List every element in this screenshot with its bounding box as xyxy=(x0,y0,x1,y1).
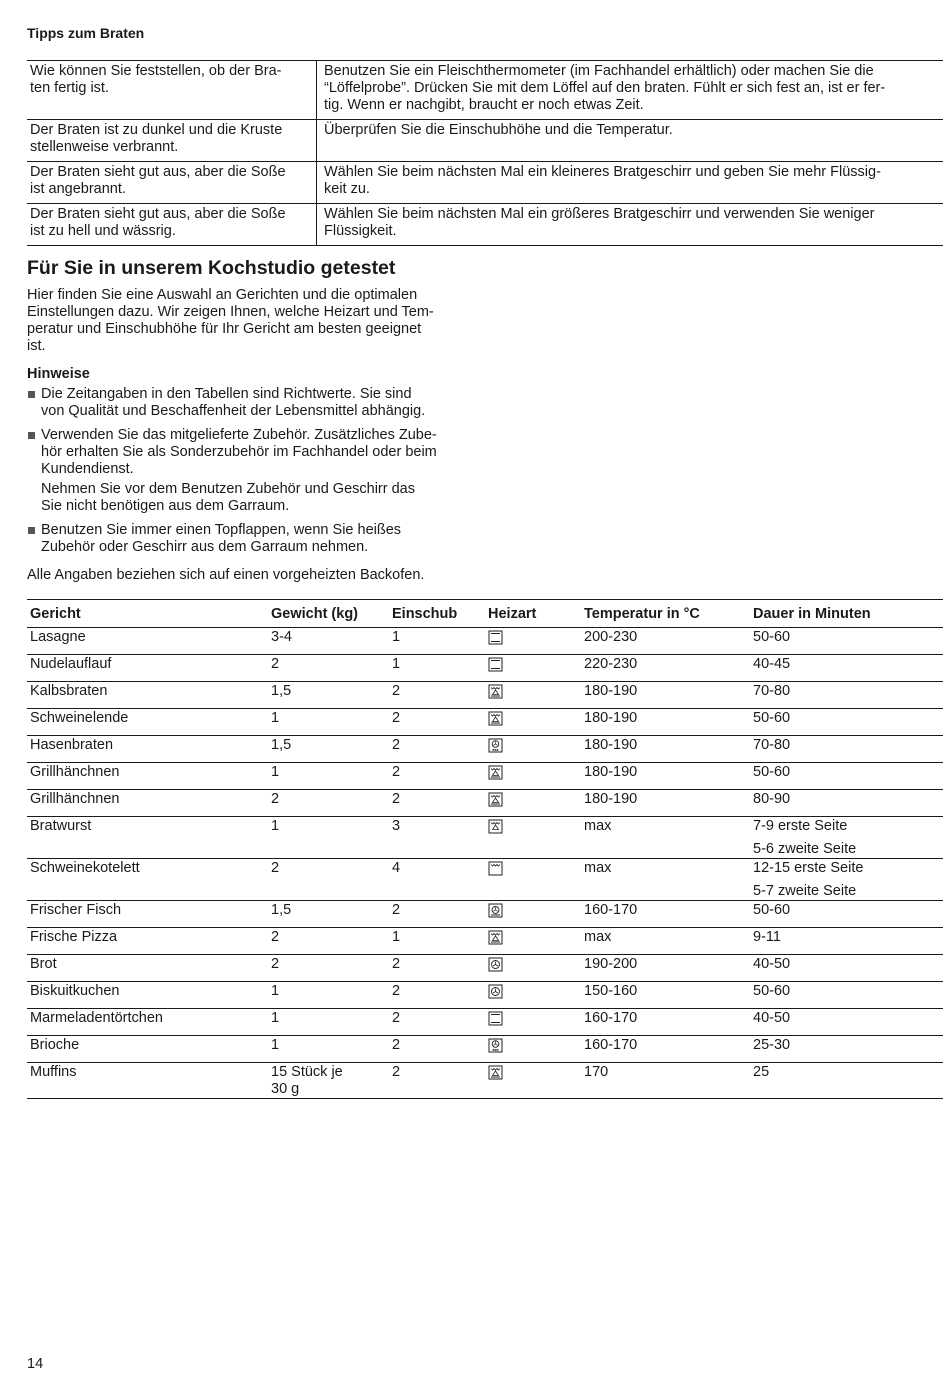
header-shelf: Einschub xyxy=(389,600,485,628)
cell-dish: Lasagne xyxy=(27,628,268,655)
cell-temperature: 160-170 xyxy=(581,1036,750,1063)
tips-answer: Überprüfen Sie die Einschubhöhe und die Temperatur. xyxy=(317,120,944,162)
circulated-air-grill-icon xyxy=(488,1065,503,1085)
cell-shelf: 2 xyxy=(389,901,485,928)
duration-line: 5-7 zweite Seite xyxy=(753,883,857,899)
cell-shelf: 2 xyxy=(389,763,485,790)
cell-duration xyxy=(750,655,943,682)
cell-shelf: 2 xyxy=(389,955,485,982)
hot-air-eco-icon xyxy=(488,1038,503,1058)
cell-duration xyxy=(750,736,943,763)
cell-dish: Biskuitkuchen xyxy=(27,982,268,1009)
cell-mode xyxy=(485,628,581,655)
cell-dish: Brot xyxy=(27,955,268,982)
table-row xyxy=(27,790,943,817)
duration-line: 70-80 xyxy=(753,737,791,753)
svg-text:eco: eco xyxy=(492,1048,499,1052)
cell-mode xyxy=(485,763,581,790)
cell-mode xyxy=(485,859,581,901)
duration-line: 40-50 xyxy=(753,1010,791,1026)
cell-temperature: 180-190 xyxy=(581,763,750,790)
duration-line: 80-90 xyxy=(753,791,791,807)
duration-line: 40-45 xyxy=(753,656,791,672)
cell-duration xyxy=(750,1063,943,1099)
cell-mode xyxy=(485,955,581,982)
cell-weight: 1 xyxy=(268,817,389,859)
duration-line: 50-60 xyxy=(753,902,791,918)
cell-temperature: 160-170 xyxy=(581,901,750,928)
cell-dish: Bratwurst xyxy=(27,817,268,859)
cell-dish: Frische Pizza xyxy=(27,928,268,955)
cell-shelf: 2 xyxy=(389,1009,485,1036)
duration-line: 50-60 xyxy=(753,629,791,645)
cell-mode xyxy=(485,1036,581,1063)
table-row xyxy=(27,736,943,763)
tips-answer: Wählen Sie beim nächsten Mal ein größeres Bratgeschirr und verwenden Sie weniger Flüssigkeit. xyxy=(317,204,944,246)
cell-dish: Schweinekotelett xyxy=(27,859,268,901)
cell-duration xyxy=(750,859,943,901)
tips-question: Wie können Sie feststellen, ob der Bra- ten fertig ist. xyxy=(27,61,317,120)
duration-line: 7-9 erste Seite xyxy=(753,818,848,834)
cell-weight: 1,5 xyxy=(268,901,389,928)
cell-temperature: 150-160 xyxy=(581,982,750,1009)
cell-mode xyxy=(485,655,581,682)
cell-shelf: 2 xyxy=(389,982,485,1009)
cell-shelf: 2 xyxy=(389,736,485,763)
cell-duration xyxy=(750,955,943,982)
cell-weight: 1,5 xyxy=(268,736,389,763)
cell-mode xyxy=(485,682,581,709)
tips-question: Der Braten sieht gut aus, aber die Soße ist angebrannt. xyxy=(27,162,317,204)
cell-shelf: 2 xyxy=(389,1063,485,1099)
cell-mode xyxy=(485,790,581,817)
cell-weight: 2 xyxy=(268,790,389,817)
duration-line: 5-6 zweite Seite xyxy=(753,841,857,857)
table-row xyxy=(27,859,943,901)
cell-mode xyxy=(485,736,581,763)
cell-duration xyxy=(750,790,943,817)
top-bottom-heat-icon xyxy=(488,630,503,650)
hot-air-icon xyxy=(488,957,503,977)
circulated-air-grill-icon xyxy=(488,765,503,785)
tips-answer: Benutzen Sie ein Fleischthermometer (im Fachhandel erhältlich) oder machen Sie die “Löffelprobe”. Drücken Sie mit dem Löffel auf den braten. Fühlt er sich fest an, ist er fer- tig. Wenn er nachgibt, braucht er noch etwas Zeit. xyxy=(324,63,886,113)
cell-dish: Kalbsbraten xyxy=(27,682,268,709)
cell-shelf: 1 xyxy=(389,928,485,955)
table-row xyxy=(27,982,943,1009)
table-row xyxy=(27,1063,943,1099)
cell-temperature: 220-230 xyxy=(581,655,750,682)
cell-weight: 1 xyxy=(268,709,389,736)
cell-dish: Nudelauflauf xyxy=(27,655,268,682)
cell-weight: 2 xyxy=(268,928,389,955)
cell-weight: 1 xyxy=(268,982,389,1009)
tips-question: Der Braten sieht gut aus, aber die Soße ist zu hell und wässrig. xyxy=(27,204,317,246)
duration-line: 50-60 xyxy=(753,764,791,780)
duration-line: 70-80 xyxy=(753,683,791,699)
cell-shelf: 1 xyxy=(389,655,485,682)
cell-dish: Muffins xyxy=(27,1063,268,1099)
cell-weight: 15 Stück je 30 g xyxy=(268,1063,389,1099)
cell-shelf: 3 xyxy=(389,817,485,859)
table-row xyxy=(27,655,943,682)
table-row xyxy=(27,628,943,655)
note-text: Verwenden Sie das mitgelieferte Zubehör. Zusätzliches Zube- hör erhalten Sie als Sonderzubehör im Fachhandel oder beim Kundendienst. xyxy=(41,427,437,477)
header-mode: Heizart xyxy=(485,600,581,628)
cell-temperature: 180-190 xyxy=(581,682,750,709)
note-text: Benutzen Sie immer einen Topflappen, wenn Sie heißes Zubehör oder Geschirr aus dem Garraum nehmen. xyxy=(41,522,402,555)
duration-line: 25 xyxy=(753,1064,770,1080)
full-grill-icon xyxy=(488,819,503,839)
cell-duration xyxy=(750,982,943,1009)
cell-shelf: 2 xyxy=(389,709,485,736)
table-row xyxy=(27,709,943,736)
cell-mode xyxy=(485,709,581,736)
header-dish: Gericht xyxy=(27,600,268,628)
cell-duration xyxy=(750,928,943,955)
table-row xyxy=(27,763,943,790)
cell-weight: 2 xyxy=(268,655,389,682)
cell-weight: 2 xyxy=(268,859,389,901)
note-item xyxy=(27,427,477,515)
table-row xyxy=(27,1009,943,1036)
cell-shelf: 2 xyxy=(389,1036,485,1063)
cell-shelf: 1 xyxy=(389,628,485,655)
cell-shelf: 2 xyxy=(389,682,485,709)
notes-heading: Hinweise xyxy=(27,366,90,382)
cell-dish: Grillhänchnen xyxy=(27,790,268,817)
cell-duration xyxy=(750,682,943,709)
tips-heading: Tipps zum Braten xyxy=(27,25,145,41)
circulated-air-grill-icon xyxy=(488,930,503,950)
cell-temperature: 200-230 xyxy=(581,628,750,655)
cell-temperature: max xyxy=(581,928,750,955)
cell-mode xyxy=(485,928,581,955)
cell-duration xyxy=(750,1009,943,1036)
note-text: Die Zeitangaben in den Tabellen sind Richtwerte. Sie sind von Qualität und Beschaffenheit der Lebensmittel abhängig. xyxy=(41,386,426,419)
cell-mode xyxy=(485,901,581,928)
tips-answer: Wählen Sie beim nächsten Mal ein kleineres Bratgeschirr und geben Sie mehr Flüssig- keit zu. xyxy=(317,162,944,204)
grill-icon xyxy=(488,861,503,881)
cell-shelf: 2 xyxy=(389,790,485,817)
cell-mode xyxy=(485,1009,581,1036)
cell-weight: 1,5 xyxy=(268,682,389,709)
circulated-air-grill-icon xyxy=(488,684,503,704)
note-item xyxy=(27,522,477,556)
cell-temperature: 180-190 xyxy=(581,790,750,817)
duration-line: 12-15 erste Seite xyxy=(753,860,864,876)
section-title: Für Sie in unserem Kochstudio getestet xyxy=(27,257,396,279)
square-bullet-icon xyxy=(28,391,35,398)
cell-mode xyxy=(485,982,581,1009)
cell-dish: Brioche xyxy=(27,1036,268,1063)
cell-dish: Hasenbraten xyxy=(27,736,268,763)
table-row xyxy=(27,901,943,928)
tips-row xyxy=(27,162,943,204)
cell-duration xyxy=(750,817,943,859)
cell-temperature: max xyxy=(581,817,750,859)
table-row xyxy=(27,817,943,859)
header-temperature: Temperatur in °C xyxy=(581,600,750,628)
cell-temperature: 190-200 xyxy=(581,955,750,982)
preheated-note: Alle Angaben beziehen sich auf einen vorgeheizten Backofen. xyxy=(27,567,425,583)
hot-air-icon xyxy=(488,984,503,1004)
cell-dish: Marmeladentörtchen xyxy=(27,1009,268,1036)
header-duration: Dauer in Minuten xyxy=(750,600,943,628)
cell-temperature: 180-190 xyxy=(581,709,750,736)
cell-weight: 1 xyxy=(268,1009,389,1036)
duration-line: 9-11 xyxy=(753,929,781,945)
top-bottom-heat-icon xyxy=(488,1011,503,1031)
tips-question: Der Braten ist zu dunkel und die Kruste stellenweise verbrannt. xyxy=(27,120,317,162)
cell-weight: 2 xyxy=(268,955,389,982)
note-item xyxy=(27,386,477,420)
cell-weight: 1 xyxy=(268,1036,389,1063)
table-header-row xyxy=(27,600,943,628)
note-extra-text: Nehmen Sie vor dem Benutzen Zubehör und Geschirr das Sie nicht benötigen aus dem Garraum. xyxy=(41,481,415,514)
cell-weight: 1 xyxy=(268,763,389,790)
intro-text: Hier finden Sie eine Auswahl an Gerichten und die optimalen Einstellungen dazu. Wir zeigen Ihnen, welche Heizart und Tem- peratur und Einschubhöhe für Ihr Gericht am besten geeignet ist. xyxy=(27,287,434,354)
table-row xyxy=(27,928,943,955)
circulated-air-grill-icon xyxy=(488,792,503,812)
circulated-air-grill-icon xyxy=(488,711,503,731)
tips-row xyxy=(27,204,943,246)
table-row xyxy=(27,682,943,709)
cell-dish: Grillhänchnen xyxy=(27,763,268,790)
tips-table xyxy=(27,60,943,246)
svg-text:eco: eco xyxy=(492,748,499,752)
cell-temperature: 160-170 xyxy=(581,1009,750,1036)
top-bottom-heat-icon xyxy=(488,657,503,677)
square-bullet-icon xyxy=(28,527,35,534)
cell-mode xyxy=(485,817,581,859)
pizza-setting-icon xyxy=(488,903,503,923)
cell-dish: Schweinelende xyxy=(27,709,268,736)
cell-duration xyxy=(750,709,943,736)
cell-duration xyxy=(750,901,943,928)
duration-line: 50-60 xyxy=(753,983,791,999)
cell-shelf: 4 xyxy=(389,859,485,901)
header-weight: Gewicht (kg) xyxy=(268,600,389,628)
cell-dish: Frischer Fisch xyxy=(27,901,268,928)
dish-settings-table xyxy=(27,599,943,1099)
hot-air-eco-icon xyxy=(488,738,503,758)
cell-weight: 3-4 xyxy=(268,628,389,655)
cell-mode xyxy=(485,1063,581,1099)
tips-row xyxy=(27,120,943,162)
cell-duration xyxy=(750,763,943,790)
table-row xyxy=(27,1036,943,1063)
cell-duration xyxy=(750,1036,943,1063)
square-bullet-icon xyxy=(28,432,35,439)
notes-list xyxy=(27,386,477,563)
tips-row xyxy=(27,61,943,120)
duration-line: 50-60 xyxy=(753,710,791,726)
page-number: 14 xyxy=(27,1356,44,1372)
cell-temperature: 180-190 xyxy=(581,736,750,763)
table-row xyxy=(27,955,943,982)
cell-temperature: max xyxy=(581,859,750,901)
duration-line: 40-50 xyxy=(753,956,791,972)
cell-temperature: 170 xyxy=(581,1063,750,1099)
cell-duration xyxy=(750,628,943,655)
duration-line: 25-30 xyxy=(753,1037,791,1053)
